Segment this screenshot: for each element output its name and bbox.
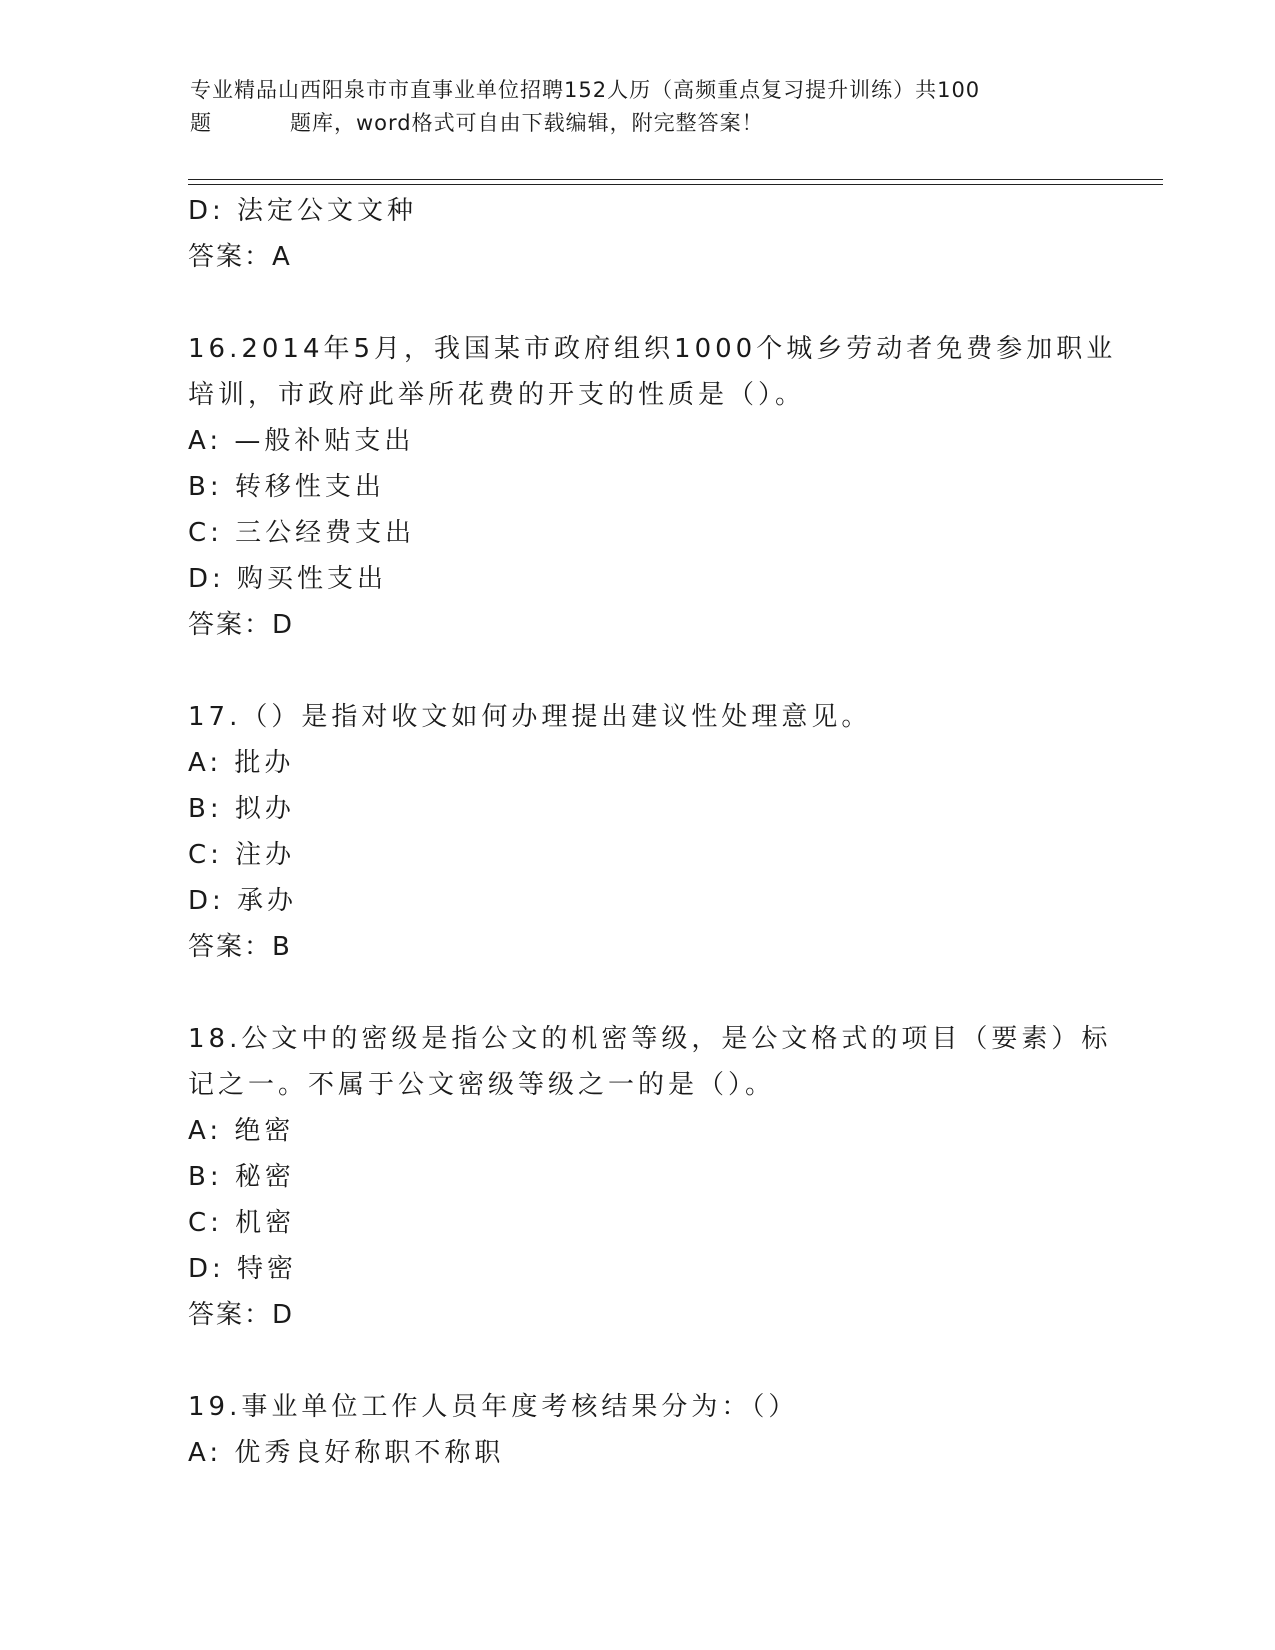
option-line: B: 转移性支出 [188,472,385,502]
question-block [188,326,1117,648]
option-line: C: 三公经费支出 [188,518,416,548]
option-line: B: 拟办 [188,794,295,824]
question-content [188,188,1117,1476]
answer-line: 答案：B [188,932,292,962]
question-text: 19.事业单位工作人员年度考核结果分为：（） [188,1392,799,1422]
header-line-1: 专业精品山西阳泉市市直事业单位招聘152人历（高频重点复习提升训练）共100 [190,78,981,102]
question-block [188,1384,1088,1476]
option-line: C: 注办 [188,840,296,870]
option-line: D: 法定公文文种 [188,196,418,226]
question-text: 18.公文中的密级是指公文的机密等级，是公文格式的项目（要素）标 [188,1024,1112,1054]
answer-line: 答案：D [188,610,295,640]
header-line-2-left: 题 [190,111,212,135]
option-line: A: 批办 [188,748,295,778]
question-text: 培训，市政府此举所花费的开支的性质是（）。 [188,380,806,410]
question-block [188,1016,1112,1338]
option-line: A: 绝密 [188,1116,295,1146]
document-header [190,74,1090,140]
question-block [188,188,1088,280]
option-line: B: 秘密 [188,1162,295,1192]
option-line: D: 承办 [188,886,298,916]
answer-line: 答案：A [188,242,292,272]
header-line-2-right: 题库，word格式可自由下载编辑，附完整答案！ [290,111,764,135]
question-text: 17.（）是指对收文如何办理提出建议性处理意见。 [188,702,872,732]
option-line: C: 机密 [188,1208,296,1238]
question-text: 记之一。不属于公文密级等级之一的是（）。 [188,1070,776,1100]
question-text: 16.2014年5月，我国某市政府组织1000个城乡劳动者免费参加职业 [188,334,1117,364]
option-line: D: 特密 [188,1254,298,1284]
header-rule-bottom [188,184,1163,185]
option-line: D: 购买性支出 [188,564,388,594]
header-rule-top [188,179,1163,180]
answer-line: 答案：D [188,1300,295,1330]
question-block [188,694,1088,970]
option-line: A: —般补贴支出 [188,426,415,456]
option-line: A: 优秀良好称职不称职 [188,1438,505,1468]
header-line-2 [190,107,1090,140]
